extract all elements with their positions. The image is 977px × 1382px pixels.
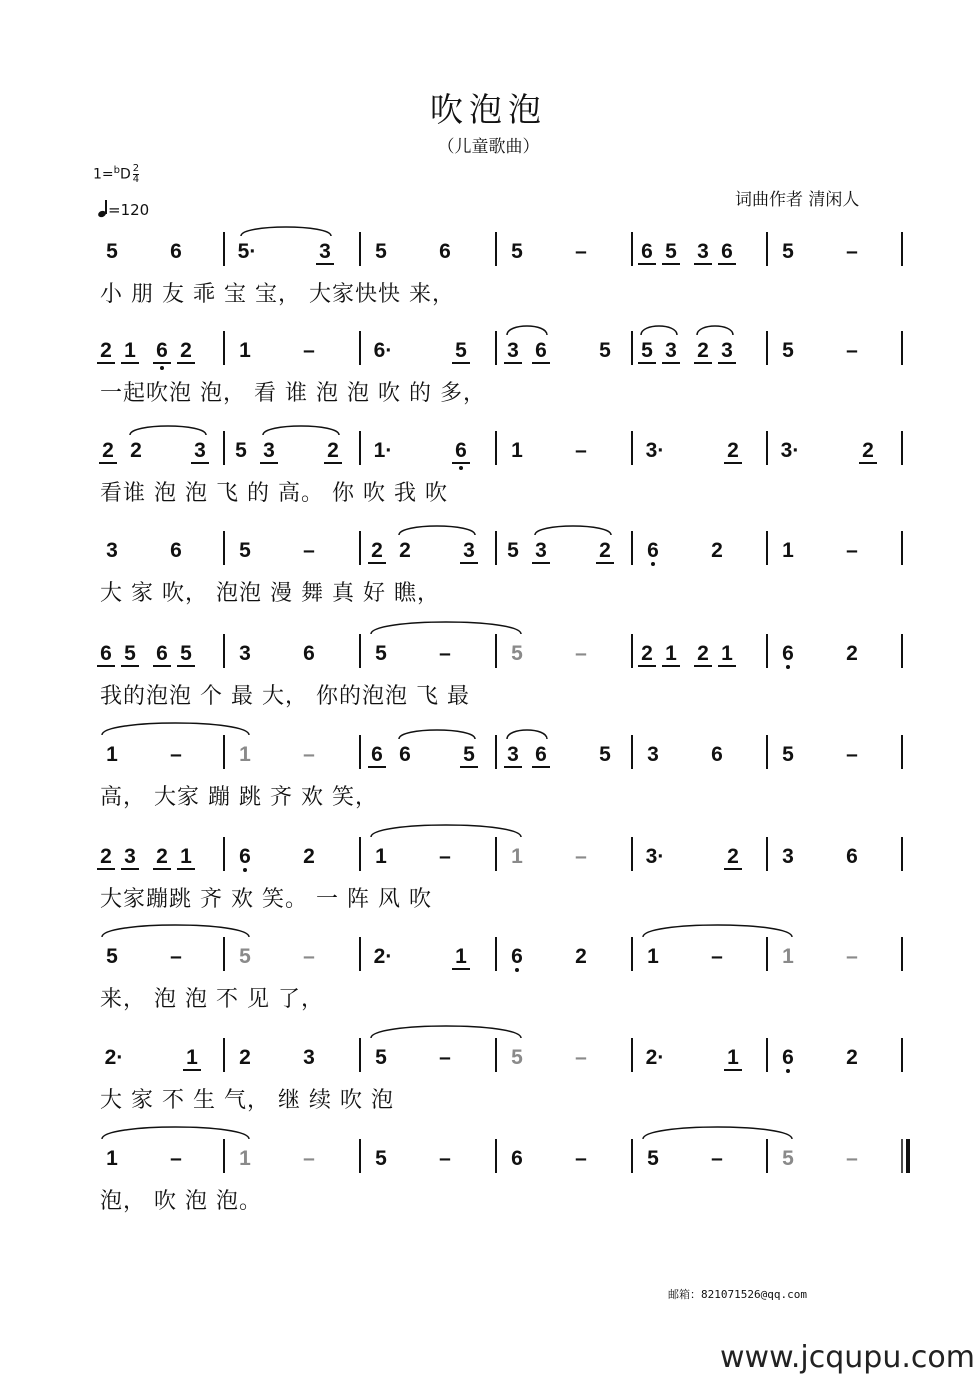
note: – [575, 1147, 587, 1170]
author-credit: 词曲作者 清闲人 [735, 190, 860, 210]
tempo-value: =120 [108, 201, 150, 219]
note: 1 [511, 845, 523, 868]
tie-arc [507, 730, 547, 739]
note: 1 [721, 642, 733, 665]
note: 2 [100, 845, 112, 868]
low-octave-dot [459, 466, 463, 470]
note: 5 [511, 642, 523, 665]
note: 2 [846, 1046, 858, 1069]
note: – [575, 845, 587, 868]
note: 5 [106, 945, 118, 968]
note: 3 [782, 845, 794, 868]
note: – [846, 743, 858, 766]
note: 5 [599, 743, 611, 766]
lyrics-line: 大 家 不 生 气， 继 续 吹 泡 [100, 1088, 394, 1113]
note: 6 [371, 743, 383, 766]
note: 6 [170, 240, 182, 263]
low-octave-dot [160, 366, 164, 370]
note: 1 [455, 945, 467, 968]
note: 2 [727, 845, 739, 868]
note: 5 [375, 1147, 387, 1170]
note: – [575, 439, 587, 462]
note: 2 [697, 642, 709, 665]
note: 5 [106, 240, 118, 263]
note: 3 [697, 240, 709, 263]
note: 6· [373, 339, 393, 362]
note: 1 [239, 1147, 251, 1170]
key-letter: D [120, 166, 131, 183]
tie-arc [535, 526, 611, 535]
note: – [575, 642, 587, 665]
note: – [711, 1147, 723, 1170]
final-bar-line [906, 1139, 910, 1173]
note: 1 [782, 945, 794, 968]
lyrics-line: 看谁 泡 泡 飞 的 高。 你 吹 我 吹 [100, 481, 448, 506]
contact-email: 邮箱：821071526@qq.com [668, 1288, 807, 1301]
note: 5 [511, 1046, 523, 1069]
note: – [439, 1046, 451, 1069]
low-octave-dot [786, 1069, 790, 1073]
watermark-site: www.jcqupu.com [720, 1340, 975, 1375]
lyrics-line: 一起吹泡 泡， 看 谁 泡 泡 吹 的 多， [100, 381, 486, 406]
note: 1 [186, 1046, 198, 1069]
note: 6 [721, 240, 733, 263]
note: 3 [647, 743, 659, 766]
note: 6 [535, 339, 547, 362]
note: 6 [782, 642, 794, 665]
tie-arc [263, 426, 339, 435]
note: 1 [106, 743, 118, 766]
note: 5 [239, 945, 251, 968]
note: 3 [194, 439, 206, 462]
tie-arc [371, 825, 521, 837]
note: 1 [782, 539, 794, 562]
tie-arc [643, 925, 792, 937]
note: 6 [156, 642, 168, 665]
meter-bottom: 4 [132, 174, 140, 185]
note: 3· [645, 845, 665, 868]
note: 6 [100, 642, 112, 665]
note: 1 [180, 845, 192, 868]
note: 3 [106, 539, 118, 562]
note: 5 [239, 539, 251, 562]
note: 2 [327, 439, 339, 462]
song-subtitle: （儿童歌曲） [437, 137, 540, 157]
note: 2 [239, 1046, 251, 1069]
tie-arc [399, 526, 475, 535]
note: 3 [463, 539, 475, 562]
note: – [575, 240, 587, 263]
note: 1 [239, 743, 251, 766]
lyrics-line: 大家蹦跳 齐 欢 笑。 一 阵 风 吹 [100, 887, 432, 912]
note: – [575, 1046, 587, 1069]
note: 5 [782, 240, 794, 263]
note: 5 [463, 743, 475, 766]
note: 2· [645, 1046, 665, 1069]
note: 6 [170, 539, 182, 562]
tie-arc [399, 730, 475, 739]
note: 3 [303, 1046, 315, 1069]
tie-arc [102, 1127, 249, 1139]
note: 3 [665, 339, 677, 362]
low-octave-dot [786, 665, 790, 669]
note: 5 [375, 642, 387, 665]
note: 5 [124, 642, 136, 665]
note: 3 [535, 539, 547, 562]
lyrics-line: 小 朋 友 乖 宝 宝， 大家快快 来， [100, 282, 455, 307]
note: 3 [239, 642, 251, 665]
note: 2 [641, 642, 653, 665]
note: 6 [399, 743, 411, 766]
note: 1 [124, 339, 136, 362]
lyrics-line: 高， 大家 蹦 跳 齐 欢 笑， [100, 785, 378, 810]
note: – [846, 1147, 858, 1170]
note: – [303, 743, 315, 766]
note: 5 [235, 439, 247, 462]
tie-arc [507, 326, 547, 335]
note: 2 [100, 339, 112, 362]
lyrics-line: 大 家 吹， 泡泡 漫 舞 真 好 瞧， [100, 581, 440, 606]
lyrics-line: 我的泡泡 个 最 大， 你的泡泡 飞 最 [100, 684, 470, 709]
note: – [846, 339, 858, 362]
low-octave-dot [651, 562, 655, 566]
note: – [846, 240, 858, 263]
note: – [170, 945, 182, 968]
note: 2 [727, 439, 739, 462]
note: 2 [102, 439, 114, 462]
note: 5 [507, 539, 519, 562]
lyrics-line: 泡， 吹 泡 泡。 [100, 1189, 262, 1214]
note: 1 [511, 439, 523, 462]
note: 2 [862, 439, 874, 462]
note: – [439, 845, 451, 868]
note: 2 [130, 439, 142, 462]
note: 5· [237, 240, 257, 263]
note: 2 [697, 339, 709, 362]
note: 2 [371, 539, 383, 562]
note: – [846, 539, 858, 562]
note: 2 [711, 539, 723, 562]
note: 2· [104, 1046, 124, 1069]
note: 6 [711, 743, 723, 766]
key-prefix: 1= [93, 166, 114, 183]
note: 6 [239, 845, 251, 868]
note: 2 [846, 642, 858, 665]
note: 5 [375, 240, 387, 263]
note: 1 [727, 1046, 739, 1069]
note: 6 [455, 439, 467, 462]
note: – [303, 539, 315, 562]
note: – [303, 945, 315, 968]
note: 5 [641, 339, 653, 362]
note: 2 [599, 539, 611, 562]
note: 3 [507, 743, 519, 766]
note: 1 [375, 845, 387, 868]
note: 2· [373, 945, 393, 968]
note: 1 [106, 1147, 118, 1170]
note: 3 [507, 339, 519, 362]
note: 5 [647, 1147, 659, 1170]
note: 6 [647, 539, 659, 562]
note: 3 [124, 845, 136, 868]
low-octave-dot [515, 968, 519, 972]
note: 1 [665, 642, 677, 665]
tie-arc [241, 227, 331, 236]
note: 2 [303, 845, 315, 868]
note: 3· [780, 439, 800, 462]
note: 2 [156, 845, 168, 868]
note: 5 [665, 240, 677, 263]
tie-arc [102, 925, 249, 937]
note: 6 [535, 743, 547, 766]
note: 6 [511, 1147, 523, 1170]
note: 6 [303, 642, 315, 665]
note: 3 [721, 339, 733, 362]
lyrics-line: 来， 泡 泡 不 见 了， [100, 987, 324, 1012]
note: – [303, 339, 315, 362]
note: 5 [511, 240, 523, 263]
tie-arc [697, 326, 733, 335]
note: 3· [645, 439, 665, 462]
low-octave-dot [243, 868, 247, 872]
note: – [439, 1147, 451, 1170]
note: 6 [439, 240, 451, 263]
note: – [439, 642, 451, 665]
tie-arc [641, 326, 677, 335]
note: 5 [375, 1046, 387, 1069]
note: 5 [782, 339, 794, 362]
note: – [303, 1147, 315, 1170]
note: 2 [180, 339, 192, 362]
note: 5 [599, 339, 611, 362]
note: 3 [319, 240, 331, 263]
note: 5 [455, 339, 467, 362]
note: 1· [373, 439, 393, 462]
note: 5 [782, 743, 794, 766]
tie-arc [371, 622, 521, 634]
note: 1 [647, 945, 659, 968]
note: 6 [782, 1046, 794, 1069]
note: 6 [846, 845, 858, 868]
key-accidental: b [113, 164, 120, 176]
note: 6 [156, 339, 168, 362]
note: 1 [239, 339, 251, 362]
song-title: 吹泡泡 [430, 90, 547, 129]
note: – [846, 945, 858, 968]
tie-arc [371, 1026, 521, 1038]
tie-arc [102, 723, 249, 735]
note: 2 [575, 945, 587, 968]
note: 3 [263, 439, 275, 462]
note: – [170, 743, 182, 766]
tie-arc [643, 1127, 792, 1139]
meter-top: 2 [132, 163, 140, 174]
note: – [711, 945, 723, 968]
note: – [170, 1147, 182, 1170]
note: 6 [511, 945, 523, 968]
note: 6 [641, 240, 653, 263]
note: 5 [180, 642, 192, 665]
note: 2 [399, 539, 411, 562]
tie-arc [130, 426, 206, 435]
note: 5 [782, 1147, 794, 1170]
